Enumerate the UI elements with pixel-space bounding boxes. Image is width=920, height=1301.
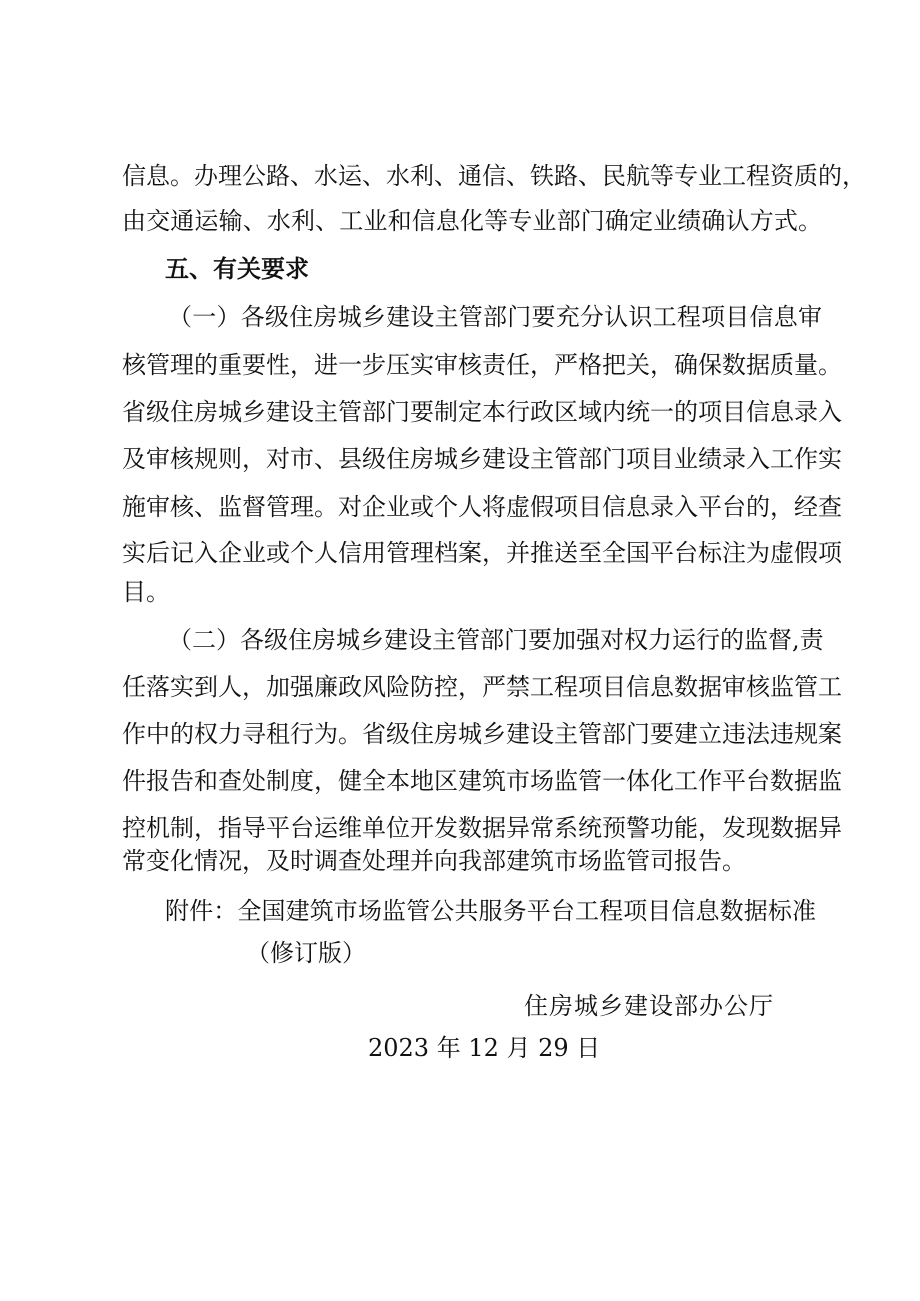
body-text-line: 信息。办理公路、水运、水利、通信、铁路、民航等专业工程资质的， bbox=[122, 162, 866, 190]
paragraph-line: 施审核、监督管理。对企业或个人将虚假项目信息录入平台的，经查 bbox=[122, 493, 842, 521]
paragraph-line: 省级住房城乡建设主管部门要制定本行政区域内统一的项目信息录入 bbox=[122, 398, 842, 426]
paragraph-line: 常变化情况，及时调查处理并向我部建筑市场监管司报告。 bbox=[122, 847, 746, 875]
issuer-name: 住房城乡建设部办公厅 bbox=[524, 992, 774, 1020]
attachment-line: 附件：全国建筑市场监管公共服务平台工程项目信息数据标准 bbox=[165, 897, 816, 925]
paragraph-line: 及审核规则，对市、县级住房城乡建设主管部门项目业绩录入工作实 bbox=[122, 445, 842, 473]
paragraph-line: 实后记入企业或个人信用管理档案，并推送至全国平台标注为虚假项 bbox=[122, 539, 842, 567]
issue-date: 2023 年 12 月 29 日 bbox=[368, 1034, 601, 1062]
paragraph-line: 控机制，指导平台运维单位开发数据异常系统预警功能，发现数据异 bbox=[122, 814, 842, 842]
section-heading: 五、有关要求 bbox=[165, 255, 309, 283]
paragraph-line: （一）各级住房城乡建设主管部门要充分认识工程项目信息审 bbox=[168, 303, 822, 331]
paragraph-line: 核管理的重要性，进一步压实审核责任，严格把关，确保数据质量。 bbox=[122, 351, 842, 379]
paragraph-line: 件报告和查处制度，健全本地区建筑市场监管一体化工作平台数据监 bbox=[122, 767, 842, 795]
attachment-subtitle: （修订版） bbox=[246, 939, 366, 967]
body-text-line: 由交通运输、水利、工业和信息化等专业部门确定业绩确认方式。 bbox=[122, 207, 822, 235]
paragraph-line: 目。 bbox=[122, 578, 170, 606]
paragraph-line: 作中的权力寻租行为。省级住房城乡建设主管部门要建立违法违规案 bbox=[122, 720, 842, 748]
paragraph-line: 任落实到人，加强廉政风险防控，严禁工程项目信息数据审核监管工 bbox=[122, 673, 842, 701]
paragraph-line: （二）各级住房城乡建设主管部门要加强对权力运行的监督,责 bbox=[168, 626, 824, 654]
